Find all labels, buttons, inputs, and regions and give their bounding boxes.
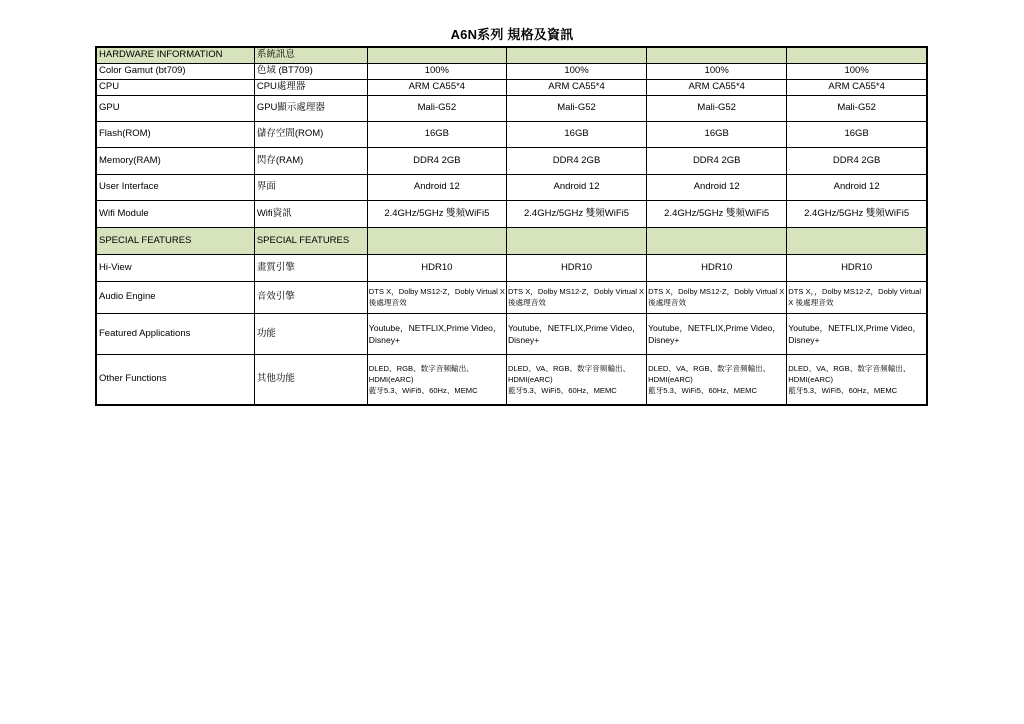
value-cell: 16GB — [367, 121, 506, 147]
value-cell: DTS X，Dolby MS12-Z，Dobly Virtual X 後處理音效 — [367, 281, 506, 313]
table-row-user-interface — [96, 174, 927, 200]
table-row-memory — [96, 147, 927, 174]
table-row-featured-applications — [96, 313, 927, 354]
value-cell: HDR10 — [787, 254, 927, 281]
value-cell — [506, 354, 646, 405]
row-label: Other Functions — [96, 354, 254, 405]
hardware-header-label-zh: 系統訊息 — [254, 47, 367, 63]
value-line: DLED、VA、RGB、数字音频輸出、HDMI(eARC) — [648, 363, 771, 384]
row-label-zh: 功能 — [254, 313, 367, 354]
header-blank-cell — [787, 227, 927, 254]
row-label-zh: 閃存(RAM) — [254, 147, 367, 174]
value-cell: DDR4 2GB — [367, 147, 506, 174]
row-label-zh: 儲存空間(ROM) — [254, 121, 367, 147]
special-features-header-row — [96, 227, 927, 254]
hardware-header-label: HARDWARE INFORMATION — [96, 47, 254, 63]
row-label: Color Gamut (bt709) — [96, 63, 254, 79]
table-row-hi-view — [96, 254, 927, 281]
value-line: 藍牙5.3、WiFi5、60Hz、MEMC — [507, 385, 617, 395]
value-cell: Youtube，NETFLIX,Prime Video，Disney+ — [647, 313, 787, 354]
value-cell: Android 12 — [787, 174, 927, 200]
row-label: CPU — [96, 79, 254, 95]
table-row-cpu — [96, 79, 927, 95]
special-features-label-zh: SPECIAL FEATURES — [254, 227, 367, 254]
row-label: Featured Applications — [96, 313, 254, 354]
row-label-zh: GPU顯示處理器 — [254, 95, 367, 121]
value-cell: 16GB — [787, 121, 927, 147]
header-blank-cell — [506, 227, 646, 254]
row-label: Audio Engine — [96, 281, 254, 313]
value-cell — [647, 354, 787, 405]
table-row-color-gamut — [96, 63, 927, 79]
value-cell: Android 12 — [647, 174, 787, 200]
value-cell: 2.4GHz/5GHz 雙頻WiFi5 — [787, 200, 927, 227]
value-cell: Mali-G52 — [367, 95, 506, 121]
value-cell: Youtube，NETFLIX,Prime Video，Disney+ — [506, 313, 646, 354]
value-cell: DTS X，Dolby MS12-Z，Dobly Virtual X 後處理音效 — [647, 281, 787, 313]
row-label: Memory(RAM) — [96, 147, 254, 174]
value-cell: Android 12 — [367, 174, 506, 200]
value-cell: ARM CA55*4 — [787, 79, 927, 95]
row-label: Wifi Module — [96, 200, 254, 227]
value-cell: HDR10 — [647, 254, 787, 281]
page-title: A6N系列 規格及資訊 — [450, 27, 574, 42]
value-cell: ARM CA55*4 — [367, 79, 506, 95]
value-cell: 16GB — [506, 121, 646, 147]
row-label: GPU — [96, 95, 254, 121]
value-cell: Mali-G52 — [506, 95, 646, 121]
value-cell: ARM CA55*4 — [506, 79, 646, 95]
value-cell: Mali-G52 — [787, 95, 927, 121]
value-line: DLED、RGB、数字音频輸出、HDMI(eARC) — [368, 363, 474, 384]
value-cell: 2.4GHz/5GHz 雙頻WiFi5 — [647, 200, 787, 227]
table-row-flash — [96, 121, 927, 147]
special-features-label: SPECIAL FEATURES — [96, 227, 254, 254]
header-blank-cell — [787, 47, 927, 63]
value-cell — [787, 354, 927, 405]
header-blank-cell — [647, 227, 787, 254]
value-line: 藍牙5.3、WiFi5、60Hz、MEMC — [788, 385, 898, 395]
value-cell: Mali-G52 — [647, 95, 787, 121]
value-cell: 100% — [647, 63, 787, 79]
value-line: 藍牙5.3、WiFi5、60Hz、MEMC — [368, 385, 478, 395]
table-row-audio-engine — [96, 281, 927, 313]
value-line: DLED、VA、RGB、数字音频輸出、HDMI(eARC) — [507, 363, 631, 384]
header-blank-cell — [367, 47, 506, 63]
value-cell: ARM CA55*4 — [647, 79, 787, 95]
spec-table — [95, 46, 928, 406]
row-label-zh: 界面 — [254, 174, 367, 200]
row-label-zh: 畫質引擎 — [254, 254, 367, 281]
row-label: Flash(ROM) — [96, 121, 254, 147]
row-label-zh: 音效引擎 — [254, 281, 367, 313]
value-cell: HDR10 — [506, 254, 646, 281]
value-cell: DTS X，，Dolby MS12-Z，Dobly Virtual X 後處理音效 — [787, 281, 927, 313]
row-label: User Interface — [96, 174, 254, 200]
table-row-wifi — [96, 200, 927, 227]
table-row-other-functions — [96, 354, 927, 405]
value-cell: DDR4 2GB — [787, 147, 927, 174]
value-line: 藍牙5.3、WiFi5、60Hz、MEMC — [648, 385, 757, 395]
value-cell: Android 12 — [506, 174, 646, 200]
value-line: DLED、VA、RGB、数字音频輸出、HDMI(eARC) — [788, 363, 911, 384]
value-cell: 16GB — [647, 121, 787, 147]
value-cell: Youtube，NETFLIX,Prime Video，Disney+ — [367, 313, 506, 354]
header-blank-cell — [367, 227, 506, 254]
value-cell: 100% — [787, 63, 927, 79]
table-row-gpu — [96, 95, 927, 121]
row-label-zh: 其他功能 — [254, 354, 367, 405]
hardware-header-row — [96, 47, 927, 63]
header-blank-cell — [647, 47, 787, 63]
row-label-zh: 色域 (BT709) — [254, 63, 367, 79]
value-cell: DDR4 2GB — [506, 147, 646, 174]
header-blank-cell — [506, 47, 646, 63]
value-cell: 2.4GHz/5GHz 雙頻WiFi5 — [506, 200, 646, 227]
row-label-zh: CPU處理器 — [254, 79, 367, 95]
value-cell: 100% — [367, 63, 506, 79]
row-label: Hi-View — [96, 254, 254, 281]
value-cell: Youtube，NETFLIX,Prime Video，Disney+ — [787, 313, 927, 354]
value-cell: 2.4GHz/5GHz 雙頻WiFi5 — [367, 200, 506, 227]
value-cell — [367, 354, 506, 405]
value-cell: DDR4 2GB — [647, 147, 787, 174]
value-cell: 100% — [506, 63, 646, 79]
row-label-zh: Wifi資訊 — [254, 200, 367, 227]
value-cell: DTS X，Dolby MS12-Z，Dobly Virtual X 後處理音效 — [506, 281, 646, 313]
value-cell: HDR10 — [367, 254, 506, 281]
